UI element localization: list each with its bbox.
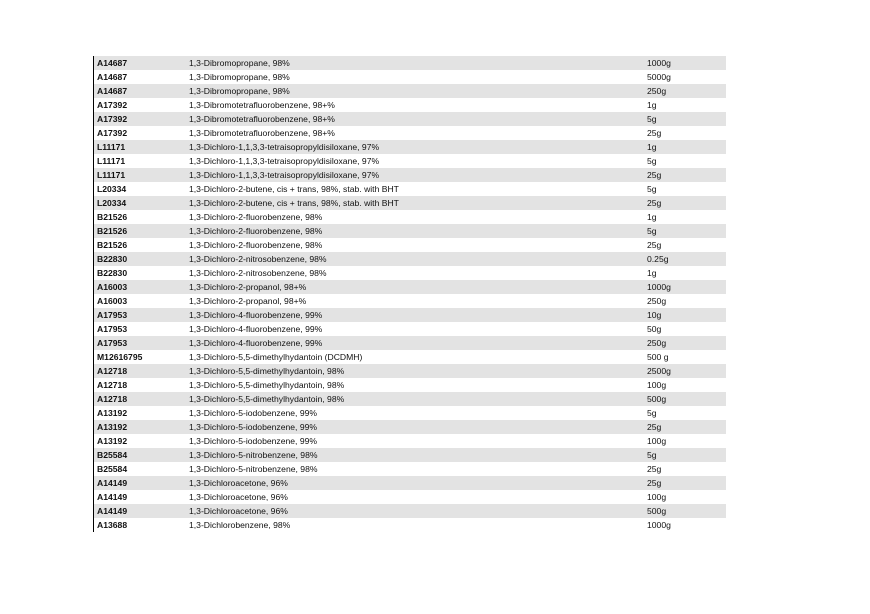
product-description-cell: 1,3-Dibromotetrafluorobenzene, 98+%: [189, 100, 335, 110]
product-description-cell: 1,3-Dichloro-5,5-dimethylhydantoin (DCDMH): [189, 352, 363, 362]
table-row: [94, 406, 726, 420]
package-size-cell: 5000g: [647, 72, 671, 82]
product-description-cell: 1,3-Dichloro-2-butene, cis + trans, 98%, stab. with BHT: [189, 184, 399, 194]
package-size-cell: 25g: [647, 240, 662, 250]
catalog-code-cell: L20334: [97, 198, 127, 208]
catalog-code-cell: A17392: [97, 128, 128, 138]
catalog-code-cell: L11171: [97, 142, 126, 152]
package-size-cell: 5g: [647, 114, 657, 124]
catalog-code-cell: L11171: [97, 156, 126, 166]
package-size-cell: 50g: [647, 324, 662, 334]
product-description-cell: 1,3-Dibromotetrafluorobenzene, 98+%: [189, 128, 335, 138]
product-description-cell: 1,3-Dichloro-5-iodobenzene, 99%: [189, 408, 318, 418]
table-row: [94, 350, 726, 364]
product-description-cell: 1,3-Dichloroacetone, 96%: [189, 506, 288, 516]
table-row: [94, 378, 726, 392]
catalog-code-cell: A13688: [97, 520, 128, 530]
table-row: [94, 168, 726, 182]
package-size-cell: 25g: [647, 464, 662, 474]
table-row: [94, 196, 726, 210]
table-row: [94, 420, 726, 434]
product-description-cell: 1,3-Dichloro-5-nitrobenzene, 98%: [189, 464, 318, 474]
catalog-code-cell: B21526: [97, 212, 128, 222]
package-size-cell: 250g: [647, 296, 667, 306]
package-size-cell: 25g: [647, 170, 662, 180]
product-description-cell: 1,3-Dichlorobenzene, 98%: [189, 520, 291, 530]
catalog-code-cell: A14149: [97, 478, 128, 488]
package-size-cell: 25g: [647, 128, 662, 138]
product-description-cell: 1,3-Dichloro-2-fluorobenzene, 98%: [189, 226, 323, 236]
table-row: [94, 238, 726, 252]
package-size-cell: 100g: [647, 436, 667, 446]
product-description-cell: 1,3-Dichloro-2-nitrosobenzene, 98%: [189, 254, 327, 264]
catalog-code-cell: L20334: [97, 184, 127, 194]
table-row: [94, 448, 726, 462]
catalog-code-cell: B21526: [97, 226, 128, 236]
package-size-cell: 250g: [647, 86, 667, 96]
table-row: [94, 126, 726, 140]
catalog-code-cell: B21526: [97, 240, 128, 250]
table-row: [94, 462, 726, 476]
package-size-cell: 1000g: [647, 58, 671, 68]
catalog-code-cell: A17392: [97, 114, 128, 124]
catalog-code-cell: B25584: [97, 450, 128, 460]
table-row: [94, 280, 726, 294]
package-size-cell: 500 g: [647, 352, 669, 362]
catalog-code-cell: A13192: [97, 436, 128, 446]
product-description-cell: 1,3-Dibromopropane, 98%: [189, 58, 290, 68]
table-row: [94, 210, 726, 224]
catalog-code-cell: L11171: [97, 170, 126, 180]
table-row: [94, 56, 726, 70]
table-row: [94, 518, 726, 532]
catalog-code-cell: A17953: [97, 310, 128, 320]
package-size-cell: 5g: [647, 408, 657, 418]
table-row: [94, 336, 726, 350]
table-row: [94, 294, 726, 308]
table-row: [94, 266, 726, 280]
table-row: [94, 434, 726, 448]
package-size-cell: 1g: [647, 100, 657, 110]
product-description-cell: 1,3-Dibromotetrafluorobenzene, 98+%: [189, 114, 335, 124]
package-size-cell: 1000g: [647, 282, 671, 292]
table-row: [94, 490, 726, 504]
product-description-cell: 1,3-Dichloro-5-nitrobenzene, 98%: [189, 450, 318, 460]
catalog-code-cell: B25584: [97, 464, 128, 474]
catalog-code-cell: A12718: [97, 380, 128, 390]
product-description-cell: 1,3-Dichloro-2-propanol, 98+%: [189, 296, 307, 306]
package-size-cell: 100g: [647, 380, 667, 390]
table-row: [94, 364, 726, 378]
package-size-cell: 100g: [647, 492, 667, 502]
product-description-cell: 1,3-Dichloro-4-fluorobenzene, 99%: [189, 324, 323, 334]
table-row: [94, 476, 726, 490]
table-row: [94, 140, 726, 154]
catalog-code-cell: A17953: [97, 338, 128, 348]
package-size-cell: 1000g: [647, 520, 671, 530]
catalog-code-cell: A17392: [97, 100, 128, 110]
package-size-cell: 10g: [647, 310, 662, 320]
catalog-code-cell: A12718: [97, 366, 128, 376]
catalog-code-cell: A14687: [97, 72, 128, 82]
product-description-cell: 1,3-Dichloro-2-fluorobenzene, 98%: [189, 212, 323, 222]
package-size-cell: 500g: [647, 506, 667, 516]
package-size-cell: 1g: [647, 212, 657, 222]
package-size-cell: 25g: [647, 478, 662, 488]
product-description-cell: 1,3-Dichloro-5,5-dimethylhydantoin, 98%: [189, 394, 345, 404]
catalog-code-cell: A12718: [97, 394, 128, 404]
package-size-cell: 5g: [647, 450, 657, 460]
product-description-cell: 1,3-Dibromopropane, 98%: [189, 72, 290, 82]
package-size-cell: 250g: [647, 338, 667, 348]
catalog-table: [93, 56, 726, 532]
catalog-code-cell: A16003: [97, 296, 128, 306]
catalog-code-cell: A16003: [97, 282, 128, 292]
table-row: [94, 98, 726, 112]
product-description-cell: 1,3-Dichloro-2-butene, cis + trans, 98%, stab. with BHT: [189, 198, 399, 208]
table-row: [94, 70, 726, 84]
table-row: [94, 392, 726, 406]
product-description-cell: 1,3-Dichloro-4-fluorobenzene, 99%: [189, 310, 323, 320]
product-description-cell: 1,3-Dichloro-4-fluorobenzene, 99%: [189, 338, 323, 348]
product-description-cell: 1,3-Dichloro-1,1,3,3-tetraisopropyldisiloxane, 97%: [189, 156, 380, 166]
product-description-cell: 1,3-Dichloro-5,5-dimethylhydantoin, 98%: [189, 380, 345, 390]
table-row: [94, 84, 726, 98]
catalog-code-cell: M12616795: [97, 352, 143, 362]
table-row: [94, 504, 726, 518]
package-size-cell: 2500g: [647, 366, 671, 376]
package-size-cell: 1g: [647, 268, 657, 278]
product-description-cell: 1,3-Dichloro-2-fluorobenzene, 98%: [189, 240, 323, 250]
catalog-code-cell: A14149: [97, 492, 128, 502]
table-row: [94, 182, 726, 196]
table-row: [94, 112, 726, 126]
table-row: [94, 252, 726, 266]
catalog-code-cell: A13192: [97, 408, 128, 418]
product-description-cell: 1,3-Dichloroacetone, 96%: [189, 492, 288, 502]
package-size-cell: 25g: [647, 198, 662, 208]
catalog-code-cell: A14687: [97, 86, 128, 96]
product-description-cell: 1,3-Dibromopropane, 98%: [189, 86, 290, 96]
package-size-cell: 5g: [647, 184, 657, 194]
table-row: [94, 224, 726, 238]
product-description-cell: 1,3-Dichloro-1,1,3,3-tetraisopropyldisiloxane, 97%: [189, 142, 380, 152]
product-description-cell: 1,3-Dichloro-5-iodobenzene, 99%: [189, 436, 318, 446]
table-row: [94, 308, 726, 322]
package-size-cell: 25g: [647, 422, 662, 432]
catalog-code-cell: A14687: [97, 58, 128, 68]
product-description-cell: 1,3-Dichloro-5-iodobenzene, 99%: [189, 422, 318, 432]
product-description-cell: 1,3-Dichloro-2-propanol, 98+%: [189, 282, 307, 292]
package-size-cell: 1g: [647, 142, 657, 152]
package-size-cell: 5g: [647, 156, 657, 166]
catalog-code-cell: A13192: [97, 422, 128, 432]
package-size-cell: 0.25g: [647, 254, 669, 264]
catalog-code-cell: B22830: [97, 268, 128, 278]
package-size-cell: 5g: [647, 226, 657, 236]
catalog-code-cell: A17953: [97, 324, 128, 334]
product-description-cell: 1,3-Dichloro-5,5-dimethylhydantoin, 98%: [189, 366, 345, 376]
product-description-cell: 1,3-Dichloroacetone, 96%: [189, 478, 288, 488]
table-row: [94, 322, 726, 336]
package-size-cell: 500g: [647, 394, 667, 404]
catalog-code-cell: B22830: [97, 254, 128, 264]
product-description-cell: 1,3-Dichloro-2-nitrosobenzene, 98%: [189, 268, 327, 278]
catalog-code-cell: A14149: [97, 506, 128, 516]
product-description-cell: 1,3-Dichloro-1,1,3,3-tetraisopropyldisiloxane, 97%: [189, 170, 380, 180]
table-row: [94, 154, 726, 168]
